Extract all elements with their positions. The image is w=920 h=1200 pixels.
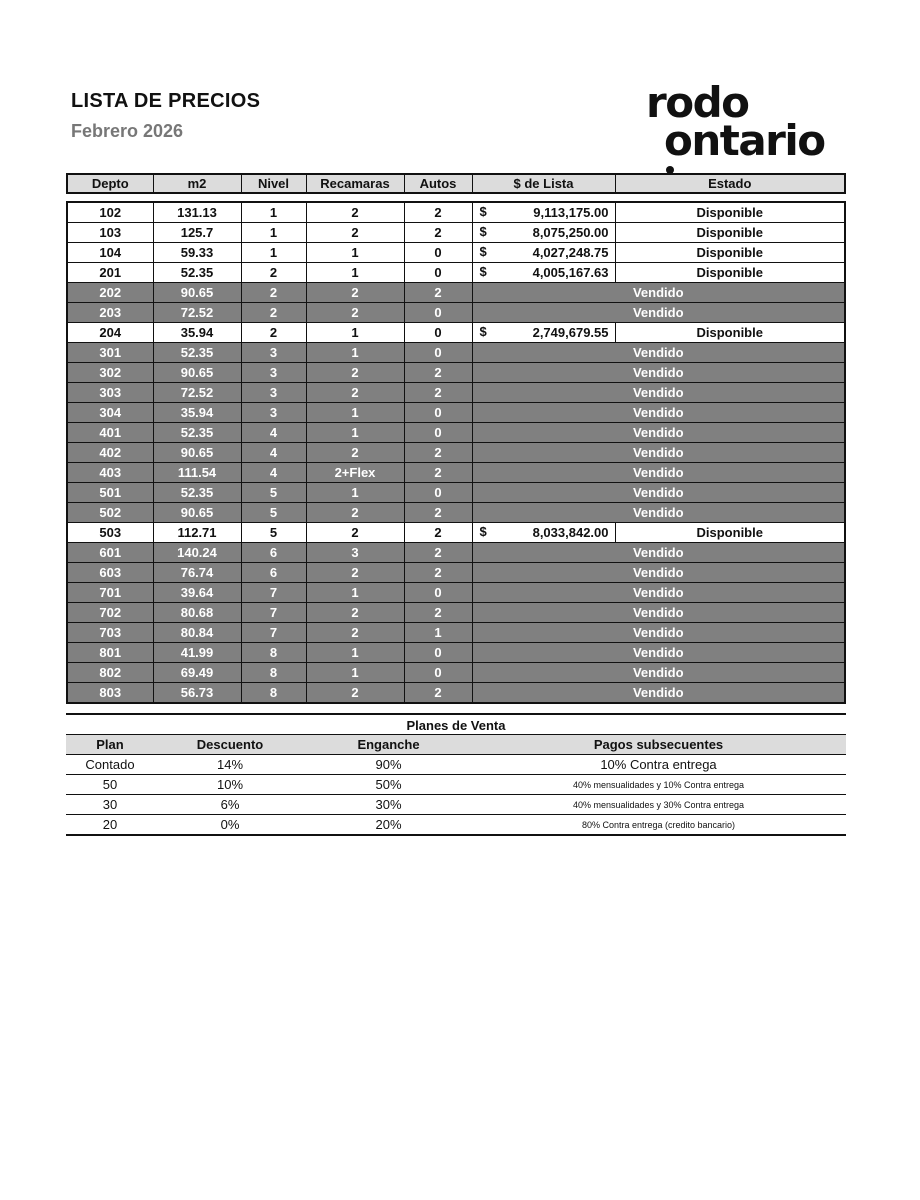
page-title: LISTA DE PRECIOS <box>71 90 261 112</box>
table-row <box>67 443 845 463</box>
plans-cell-enganche: 20% <box>306 815 471 836</box>
plans-cell-pagos: 10% Contra entrega <box>471 755 846 775</box>
cell-recamaras: 2 <box>306 443 404 463</box>
cell-m2: 140.24 <box>153 543 241 563</box>
cell-depto: 703 <box>67 623 153 643</box>
cell-estado: Vendido <box>472 603 845 623</box>
cell-m2: 69.49 <box>153 663 241 683</box>
table-row <box>67 363 845 383</box>
cell-m2: 76.74 <box>153 563 241 583</box>
plans-row <box>66 755 846 775</box>
table-row <box>67 243 845 263</box>
cell-recamaras: 2 <box>306 363 404 383</box>
cell-depto: 202 <box>67 283 153 303</box>
cell-recamaras: 1 <box>306 323 404 343</box>
cell-estado: Vendido <box>472 423 845 443</box>
cell-autos: 0 <box>404 323 472 343</box>
cell-recamaras: 2 <box>306 303 404 323</box>
cell-estado: Vendido <box>472 483 845 503</box>
cell-estado: Disponible <box>615 243 845 263</box>
cell-nivel: 1 <box>241 243 306 263</box>
cell-m2: 35.94 <box>153 403 241 423</box>
table-row <box>67 343 845 363</box>
table-row <box>67 563 845 583</box>
cell-recamaras: 1 <box>306 643 404 663</box>
table-row <box>67 583 845 603</box>
cell-nivel: 1 <box>241 223 306 243</box>
cell-m2: 72.52 <box>153 383 241 403</box>
cell-recamaras: 2+Flex <box>306 463 404 483</box>
table-row <box>67 483 845 503</box>
cell-nivel: 6 <box>241 563 306 583</box>
logo-line-1: rodo <box>646 78 749 127</box>
plans-cell-plan: Contado <box>66 755 154 775</box>
cell-nivel: 3 <box>241 403 306 423</box>
cell-recamaras: 1 <box>306 343 404 363</box>
cell-m2: 90.65 <box>153 363 241 383</box>
cell-autos: 0 <box>404 263 472 283</box>
cell-estado: Vendido <box>472 403 845 423</box>
cell-depto: 803 <box>67 683 153 704</box>
cell-m2: 35.94 <box>153 323 241 343</box>
column-header: Depto <box>67 174 153 193</box>
cell-m2: 112.71 <box>153 523 241 543</box>
cell-autos: 2 <box>404 543 472 563</box>
cell-depto: 502 <box>67 503 153 523</box>
cell-nivel: 1 <box>241 202 306 223</box>
cell-depto: 402 <box>67 443 153 463</box>
price-value: 9,113,175.00 <box>533 205 609 220</box>
cell-price <box>472 243 615 263</box>
cell-autos: 0 <box>404 423 472 443</box>
cell-estado: Vendido <box>472 643 845 663</box>
plans-cell-pagos: 40% mensualidades y 10% Contra entrega <box>471 775 846 795</box>
cell-depto: 301 <box>67 343 153 363</box>
column-header: $ de Lista <box>472 174 615 193</box>
cell-estado: Disponible <box>615 263 845 283</box>
cell-recamaras: 3 <box>306 543 404 563</box>
cell-m2: 59.33 <box>153 243 241 263</box>
cell-recamaras: 1 <box>306 243 404 263</box>
cell-autos: 2 <box>404 202 472 223</box>
cell-depto: 103 <box>67 223 153 243</box>
cell-m2: 90.65 <box>153 283 241 303</box>
plans-row <box>66 815 846 836</box>
cell-nivel: 8 <box>241 643 306 663</box>
cell-nivel: 4 <box>241 423 306 443</box>
plans-cell-pagos: 40% mensualidades y 30% Contra entrega <box>471 795 846 815</box>
cell-m2: 111.54 <box>153 463 241 483</box>
cell-autos: 0 <box>404 663 472 683</box>
plans-column-header: Pagos subsecuentes <box>471 735 846 755</box>
cell-estado: Vendido <box>472 443 845 463</box>
plans-cell-enganche: 30% <box>306 795 471 815</box>
cell-estado: Vendido <box>472 343 845 363</box>
cell-autos: 0 <box>404 643 472 663</box>
cell-nivel: 4 <box>241 443 306 463</box>
cell-nivel: 2 <box>241 283 306 303</box>
cell-nivel: 7 <box>241 583 306 603</box>
cell-recamaras: 2 <box>306 523 404 543</box>
cell-m2: 125.7 <box>153 223 241 243</box>
cell-m2: 56.73 <box>153 683 241 704</box>
cell-m2: 72.52 <box>153 303 241 323</box>
cell-price <box>472 223 615 243</box>
cell-depto: 304 <box>67 403 153 423</box>
cell-nivel: 5 <box>241 483 306 503</box>
table-row <box>67 623 845 643</box>
table-row <box>67 403 845 423</box>
table-row <box>67 423 845 443</box>
plans-cell-descuento: 0% <box>154 815 306 836</box>
cell-estado: Vendido <box>472 303 845 323</box>
cell-m2: 80.84 <box>153 623 241 643</box>
cell-autos: 0 <box>404 483 472 503</box>
cell-depto: 501 <box>67 483 153 503</box>
cell-depto: 204 <box>67 323 153 343</box>
cell-m2: 90.65 <box>153 503 241 523</box>
cell-recamaras: 2 <box>306 202 404 223</box>
plans-cell-pagos: 80% Contra entrega (credito bancario) <box>471 815 846 836</box>
table-row <box>67 303 845 323</box>
cell-m2: 52.35 <box>153 263 241 283</box>
cell-recamaras: 2 <box>306 623 404 643</box>
cell-depto: 401 <box>67 423 153 443</box>
price-table <box>66 201 846 704</box>
cell-estado: Vendido <box>472 543 845 563</box>
plans-row <box>66 775 846 795</box>
table-row <box>67 643 845 663</box>
sales-plans-title: Planes de Venta <box>66 713 846 733</box>
table-row <box>67 323 845 343</box>
plans-cell-enganche: 50% <box>306 775 471 795</box>
plans-column-header: Plan <box>66 735 154 755</box>
cell-recamaras: 1 <box>306 423 404 443</box>
cell-m2: 39.64 <box>153 583 241 603</box>
cell-depto: 302 <box>67 363 153 383</box>
cell-recamaras: 2 <box>306 383 404 403</box>
cell-nivel: 3 <box>241 343 306 363</box>
plans-cell-enganche: 90% <box>306 755 471 775</box>
currency-symbol: $ <box>479 204 487 219</box>
cell-autos: 2 <box>404 363 472 383</box>
cell-depto: 303 <box>67 383 153 403</box>
table-row <box>67 383 845 403</box>
cell-autos: 2 <box>404 563 472 583</box>
cell-m2: 90.65 <box>153 443 241 463</box>
cell-estado: Disponible <box>615 523 845 543</box>
cell-autos: 2 <box>404 443 472 463</box>
cell-price <box>472 523 615 543</box>
cell-depto: 503 <box>67 523 153 543</box>
currency-symbol: $ <box>479 244 487 259</box>
cell-depto: 201 <box>67 263 153 283</box>
price-value: 8,075,250.00 <box>532 225 609 240</box>
price-value: 4,027,248.75 <box>532 245 609 260</box>
cell-autos: 2 <box>404 463 472 483</box>
cell-estado: Disponible <box>615 223 845 243</box>
cell-depto: 104 <box>67 243 153 263</box>
price-value: 2,749,679.55 <box>532 325 609 340</box>
cell-m2: 52.35 <box>153 343 241 363</box>
plans-row <box>66 795 846 815</box>
table-row <box>67 523 845 543</box>
plans-column-header: Enganche <box>306 735 471 755</box>
logo-line-2: ontario <box>664 116 825 165</box>
cell-recamaras: 1 <box>306 483 404 503</box>
cell-depto: 102 <box>67 202 153 223</box>
cell-autos: 1 <box>404 623 472 643</box>
currency-symbol: $ <box>479 264 487 279</box>
cell-autos: 0 <box>404 243 472 263</box>
price-value: 8,033,842.00 <box>532 525 609 540</box>
currency-symbol: $ <box>479 224 487 239</box>
cell-autos: 2 <box>404 503 472 523</box>
cell-autos: 2 <box>404 683 472 704</box>
table-row <box>67 683 845 704</box>
cell-nivel: 6 <box>241 543 306 563</box>
cell-autos: 2 <box>404 603 472 623</box>
cell-recamaras: 2 <box>306 683 404 704</box>
cell-estado: Vendido <box>472 683 845 704</box>
cell-recamaras: 2 <box>306 503 404 523</box>
cell-estado: Vendido <box>472 583 845 603</box>
plans-column-header: Descuento <box>154 735 306 755</box>
cell-price <box>472 202 615 223</box>
table-row <box>67 663 845 683</box>
page-subtitle: Febrero 2026 <box>71 121 184 141</box>
cell-estado: Vendido <box>472 663 845 683</box>
cell-nivel: 5 <box>241 523 306 543</box>
cell-autos: 0 <box>404 303 472 323</box>
plans-cell-plan: 50 <box>66 775 154 795</box>
cell-m2: 52.35 <box>153 483 241 503</box>
cell-estado: Disponible <box>615 323 845 343</box>
cell-recamaras: 1 <box>306 663 404 683</box>
cell-estado: Vendido <box>472 463 845 483</box>
cell-autos: 0 <box>404 403 472 423</box>
price-value: 4,005,167.63 <box>532 265 609 280</box>
cell-autos: 0 <box>404 583 472 603</box>
cell-nivel: 8 <box>241 683 306 704</box>
cell-autos: 2 <box>404 523 472 543</box>
cell-depto: 203 <box>67 303 153 323</box>
cell-estado: Vendido <box>472 503 845 523</box>
cell-estado: Vendido <box>472 623 845 643</box>
cell-estado: Vendido <box>472 363 845 383</box>
table-row <box>67 202 845 223</box>
cell-recamaras: 1 <box>306 263 404 283</box>
table-row <box>67 603 845 623</box>
table-row <box>67 283 845 303</box>
plans-cell-descuento: 6% <box>154 795 306 815</box>
cell-depto: 701 <box>67 583 153 603</box>
cell-nivel: 2 <box>241 303 306 323</box>
cell-m2: 41.99 <box>153 643 241 663</box>
cell-m2: 131.13 <box>153 202 241 223</box>
column-header: Nivel <box>241 174 306 193</box>
cell-nivel: 8 <box>241 663 306 683</box>
cell-depto: 802 <box>67 663 153 683</box>
cell-nivel: 2 <box>241 323 306 343</box>
price-table-header <box>66 173 846 194</box>
plans-cell-descuento: 10% <box>154 775 306 795</box>
cell-nivel: 3 <box>241 363 306 383</box>
column-header: Recamaras <box>306 174 404 193</box>
cell-nivel: 4 <box>241 463 306 483</box>
cell-estado: Vendido <box>472 283 845 303</box>
cell-estado: Disponible <box>615 202 845 223</box>
column-header: m2 <box>153 174 241 193</box>
cell-estado: Vendido <box>472 383 845 403</box>
cell-recamaras: 2 <box>306 603 404 623</box>
column-header: Estado <box>615 174 845 193</box>
cell-m2: 52.35 <box>153 423 241 443</box>
cell-depto: 403 <box>67 463 153 483</box>
cell-price <box>472 263 615 283</box>
cell-nivel: 7 <box>241 603 306 623</box>
cell-m2: 80.68 <box>153 603 241 623</box>
cell-nivel: 2 <box>241 263 306 283</box>
cell-autos: 2 <box>404 383 472 403</box>
cell-autos: 2 <box>404 223 472 243</box>
cell-price <box>472 323 615 343</box>
sales-plans-table <box>66 734 846 836</box>
plans-cell-plan: 20 <box>66 815 154 836</box>
cell-recamaras: 2 <box>306 283 404 303</box>
cell-nivel: 5 <box>241 503 306 523</box>
cell-nivel: 7 <box>241 623 306 643</box>
cell-recamaras: 1 <box>306 583 404 603</box>
table-row <box>67 543 845 563</box>
cell-recamaras: 2 <box>306 223 404 243</box>
table-row <box>67 223 845 243</box>
cell-estado: Vendido <box>472 563 845 583</box>
cell-nivel: 3 <box>241 383 306 403</box>
cell-depto: 702 <box>67 603 153 623</box>
plans-cell-plan: 30 <box>66 795 154 815</box>
cell-recamaras: 2 <box>306 563 404 583</box>
cell-depto: 801 <box>67 643 153 663</box>
currency-symbol: $ <box>479 324 487 339</box>
cell-depto: 601 <box>67 543 153 563</box>
table-row <box>67 463 845 483</box>
cell-recamaras: 1 <box>306 403 404 423</box>
currency-symbol: $ <box>479 524 487 539</box>
table-row <box>67 263 845 283</box>
cell-depto: 603 <box>67 563 153 583</box>
column-header: Autos <box>404 174 472 193</box>
table-row <box>67 503 845 523</box>
cell-autos: 0 <box>404 343 472 363</box>
plans-cell-descuento: 14% <box>154 755 306 775</box>
cell-autos: 2 <box>404 283 472 303</box>
